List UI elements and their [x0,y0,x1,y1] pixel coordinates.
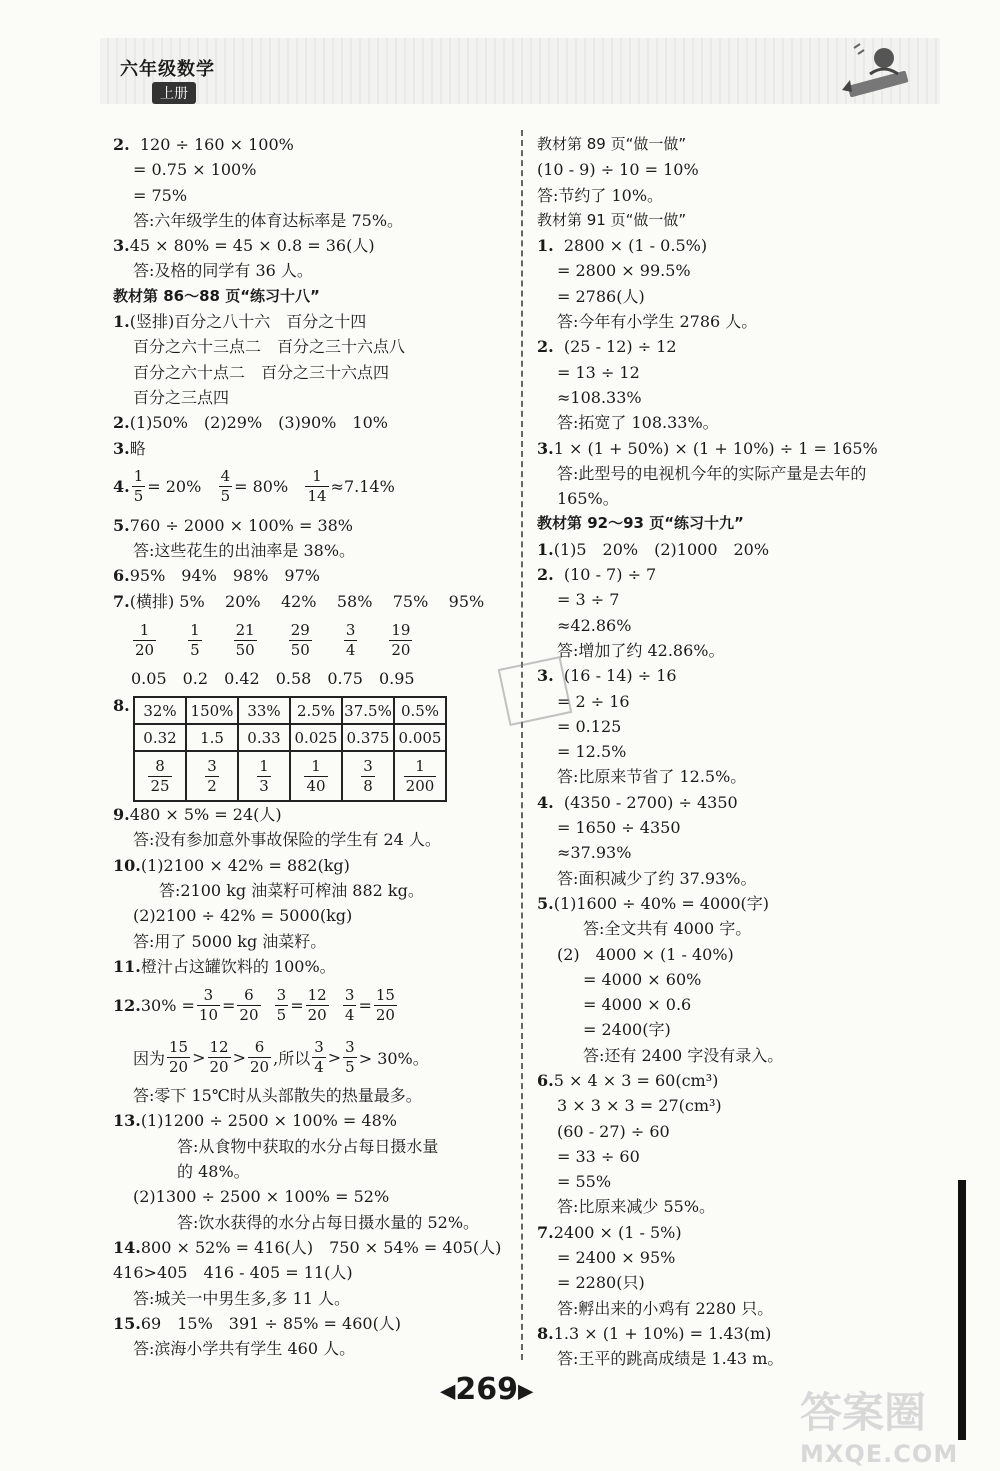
section-title-p91: 教材第 91 页“做一做” [537,210,687,229]
x4-line1: 4. (4350 - 2700) ÷ 4350 [537,792,738,812]
q2-line2: = 0.75 × 100% [133,160,257,180]
x1-line1: 1.(1)5 20% (2)1000 20% [537,539,770,559]
fraction: $\frac{1}{20}$ [135,620,155,659]
book-title: 六年级数学 [120,59,215,80]
watermark: 答案圈 MXQE.COM [800,1388,959,1468]
e5-answer: 答:这些花生的出油率是 38%。 [133,541,356,561]
e11-line1: 11.橙汁占这罐饮料的 100%。 [113,956,336,976]
r1-answer: 答:今年有小学生 2786 人。 [557,312,758,332]
header-band [100,38,940,104]
fraction: $\frac{1}{14}$ [307,467,327,506]
section-title-exercise-19: 教材第 92～93 页“练习十九” [537,514,744,533]
fraction: $\frac{1}{5}$ [133,467,144,506]
e14-answer: 答:城关一中男生多,多 11 人。 [133,1288,351,1308]
x8-answer: 答:王平的跳高成绩是 1.43 m。 [557,1349,784,1369]
x7-line1: 7.2400 × (1 - 5%) [537,1222,682,1242]
right-triangle-icon: ▶ [518,1378,534,1403]
e10-line2: (2)2100 ÷ 42% = 5000(kg) [133,906,353,926]
x2-line1: 2. (10 - 7) ÷ 7 [537,565,657,585]
e7-fractions [113,614,508,666]
column-divider [521,130,523,1360]
fraction: $\frac{3}{4}$ [345,620,356,659]
x3-line3: = 0.125 [557,716,622,736]
page-edge-mark [958,1180,966,1440]
fraction: $\frac{21}{50}$ [235,620,255,659]
e1-line1: 1.(竖排)百分之八十六 百分之十四 [113,312,367,332]
e1-line4: 百分之三点四 [133,387,230,407]
fraction: $\frac{29}{50}$ [290,620,310,659]
x3-answer: 答:比原来节省了 12.5%。 [557,767,747,787]
x7-line2: = 2400 × 95% [557,1248,676,1268]
q3-answer: 答:及格的同学有 36 人。 [133,261,313,281]
volume-badge: 上册 [152,82,196,104]
e12-answer: 答:零下 15℃时从头部散失的热量最多。 [133,1086,422,1106]
r2-answer: 答:拓宽了 108.33%。 [557,413,719,433]
x2-answer: 答:增加了约 42.86%。 [557,640,725,660]
e15-line1: 15.69 15% 391 ÷ 85% = 460(人) [113,1313,402,1333]
s1-line1: (10 - 9) ÷ 10 = 10% [537,160,699,180]
x5-line3: = 4000 × 60% [583,969,702,989]
x5-line5: = 2400(字) [583,1020,671,1040]
e12-line2: 因为 $\frac{15}{20}$ > $\frac{12}{20}$ > $\frac{6}{20}$ ,所以 $\frac{3}{4}$ > $\frac{3}{5}$ > 30%。 [133,1037,429,1076]
x5-line1: 5.(1)1600 ÷ 40% = 4000(字) [537,893,770,913]
x5-line4: = 4000 × 0.6 [583,995,692,1015]
e7-line1: 7.(横排) 5% 20% 42% 58% 75% 95% [113,591,485,611]
r1-line3: = 2786(人) [557,286,645,306]
e4-line: 4. $\frac{1}{5}$ = 20% $\frac{4}{5}$ = 80% $\frac{1}{14}$ ≈7.14% [113,467,395,506]
mascot-pencil-icon [840,40,920,102]
x3-line2: = 2 ÷ 16 [557,691,630,711]
x3-line4: = 12.5% [557,742,627,762]
fraction: $\frac{1}{5}$ [190,620,200,659]
q2-answer: 答:六年级学生的体育达标率是 75%。 [133,210,404,230]
x6-line5: = 55% [557,1172,612,1192]
e3-line1: 3.略 [113,438,146,458]
x3-line1: 3. (16 - 14) ÷ 16 [537,666,677,686]
e14-line2: 416>405 416 - 405 = 11(人) [113,1263,353,1283]
e1-line3: 百分之六十点二 百分之三十六点四 [133,362,390,382]
e10-answer2: 答:用了 5000 kg 油菜籽。 [133,931,327,951]
e13-line2: (2)1300 ÷ 2500 × 100% = 52% [133,1187,390,1207]
e13-answer2: 答:饮水获得的水分占每日摄水量的 52%。 [177,1212,480,1232]
e13-answer1a: 答:从食物中获取的水分占每日摄水量 [177,1136,439,1156]
e12-line1: 12. 30% = $\frac{3}{10}$ = $\frac{6}{20}$ $\frac{3}{5}$ = $\frac{12}{20}$ $\frac{3}{4}$ = $\frac{15}{20}$ [113,985,395,1024]
fraction: $\frac{4}{5}$ [220,467,231,506]
e10-answer1: 答:2100 kg 油菜籽可榨油 882 kg。 [159,880,424,900]
x4-line3: ≈37.93% [557,843,632,863]
s1-answer: 答:节约了 10%。 [537,185,664,205]
conversion-table: 32% 150% 33% 2.5% 37.5% 0.5% 0.32 1.5 0.33 0.025 0.375 0.005 $\frac{8}{25}$ $\frac{3}{2}$ $\frac{1}{3}$ $\frac{1}{40}$ $\frac{3}{8}$ $\frac{1}{200}$ [133,696,447,802]
r3-answer1: 答:此型号的电视机今年的实际产量是去年的 [557,463,867,483]
right-column [537,132,937,1372]
x5-answer2: 答:还有 2400 字没有录入。 [583,1045,784,1065]
e9-line1: 9.480 × 5% = 24(人) [113,805,282,825]
e13-answer1b: 的 48%。 [177,1162,250,1182]
e15-answer: 答:滨海小学共有学生 460 人。 [133,1339,356,1359]
left-column [113,132,508,1361]
x4-answer: 答:面积减少了约 37.93%。 [557,868,757,888]
section-title-exercise-18: 教材第 86～88 页“练习十八” [113,286,320,305]
page-number: ◀269▶ [440,1372,534,1407]
e8-block: 8. 32% 150% 33% 2.5% 37.5% 0.5% 0.32 1.5 0.33 0.025 0.375 0.005 $\frac{8}{25}$ $\frac{3}{2}$ $\frac{1}{3}$ $\frac{1}{40}$ $\frac{3}{8}$ $\frac{1}{200}$ [113,696,508,802]
x4-line2: = 1650 ÷ 4350 [557,818,681,838]
x8-line1: 8.1.3 × (1 + 10%) = 1.43(m) [537,1323,772,1343]
r3-line1: 3.1 × (1 + 50%) × (1 + 10%) ÷ 1 = 165% [537,438,878,458]
e6-line1: 6.95% 94% 98% 97% [113,566,320,586]
x5-answer1: 答:全文共有 4000 字。 [583,919,752,939]
r3-answer2: 165%。 [557,489,619,509]
e9-answer: 答:没有参加意外事故保险的学生有 24 人。 [133,830,441,850]
q2-line3: = 75% [133,185,188,205]
x2-line2: = 3 ÷ 7 [557,590,620,610]
e7-decimals: 0.05 0.2 0.42 0.58 0.75 0.95 [131,669,415,689]
r1-line2: = 2800 × 99.5% [557,261,691,281]
x7-line3: = 2280(只) [557,1273,645,1293]
x6-line2: 3 × 3 × 3 = 27(cm³) [557,1096,722,1116]
x6-line3: (60 - 27) ÷ 60 [557,1121,670,1141]
x5-line2: (2) 4000 × (1 - 40%) [557,944,734,964]
e10-line1: 10.(1)2100 × 42% = 882(kg) [113,855,350,875]
r1-line1: 1. 2800 × (1 - 0.5%) [537,236,708,256]
q2-line1: 2. 120 ÷ 160 × 100% [113,135,294,154]
e1-line2: 百分之六十三点二 百分之三十六点八 [133,337,406,357]
x6-line4: = 33 ÷ 60 [557,1146,640,1166]
x6-line1: 6.5 × 4 × 3 = 60(cm³) [537,1070,719,1090]
x6-answer: 答:比原来减少 55%。 [557,1197,716,1217]
r2-line3: ≈108.33% [557,387,642,407]
left-triangle-icon: ◀ [440,1378,456,1403]
fraction: $\frac{19}{20}$ [391,620,411,659]
e13-line1: 13.(1)1200 ÷ 2500 × 100% = 48% [113,1111,397,1131]
section-title-p89: 教材第 89 页“做一做” [537,135,687,153]
q3-line1: 3.45 × 80% = 45 × 0.8 = 36(人) [113,236,375,256]
e14-line1: 14.800 × 52% = 416(人) 750 × 54% = 405(人) [113,1237,502,1257]
r2-line1: 2. (25 - 12) ÷ 12 [537,337,677,357]
r2-line2: = 13 ÷ 12 [557,362,640,382]
x7-answer: 答:孵出来的小鸡有 2280 只。 [557,1298,774,1318]
page-header [0,0,1000,110]
e2-line1: 2.(1)50% (2)29% (3)90% 10% [113,413,388,433]
x2-line3: ≈42.86% [557,615,632,635]
e5-line1: 5.760 ÷ 2000 × 100% = 38% [113,515,353,535]
